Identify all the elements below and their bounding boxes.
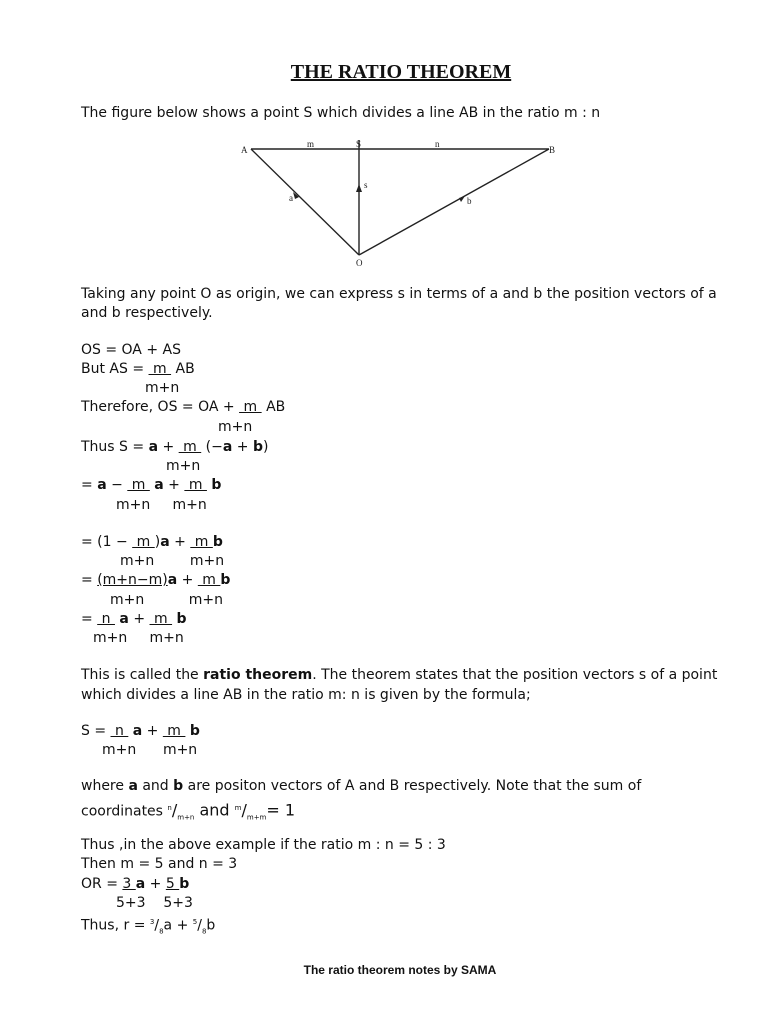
example-line1: Thus ,in the above example if the ratio m : n = 5 : 3 bbox=[81, 837, 446, 853]
fig-label-n: n bbox=[435, 139, 440, 149]
eq-denominator: m+n bbox=[218, 419, 253, 435]
para1-line1: Taking any point O as origin, we can express s in terms of a and b the position vectors of a bbox=[81, 286, 717, 302]
intro-text: The figure below shows a point S which divides a line AB in the ratio m : n bbox=[81, 105, 601, 121]
footer-text: The ratio theorem notes by SAMA bbox=[303, 963, 497, 977]
eq-os: OS = OA + AS bbox=[81, 342, 181, 358]
eq-step-4: = a − m a + m b bbox=[81, 477, 222, 493]
eq-denominator: m+n m+n bbox=[93, 630, 184, 646]
eq-step-7: = n a + m b bbox=[81, 611, 187, 627]
eq-denominator: m+n m+n bbox=[120, 553, 225, 569]
fig-label-S: S bbox=[356, 139, 362, 149]
page-title: THE RATIO THEOREM bbox=[290, 61, 512, 83]
eq-denominator: m+n m+n bbox=[110, 592, 223, 608]
para2-line1: This is called the ratio theorem. The theorem states that the position vectors s of a point bbox=[81, 667, 718, 683]
eq-denominator: m+n bbox=[166, 458, 201, 474]
eq-denominator: m+n m+n bbox=[116, 497, 207, 513]
eq-thus-s: Thus S = a + m (−a + b) bbox=[81, 439, 269, 455]
fig-label-m: m bbox=[307, 139, 315, 149]
example-denominator: 5+3 5+3 bbox=[116, 895, 193, 911]
example-or: OR = 3 a + 5 b bbox=[81, 876, 190, 892]
example-line2: Then m = 5 and n = 3 bbox=[81, 856, 238, 872]
fig-label-B: B bbox=[549, 145, 556, 155]
fig-label-s: s bbox=[364, 180, 368, 190]
para3-line2: coordinates $^n/_{m+n}$ and $^m/_{m+m}= 1$ bbox=[81, 800, 296, 822]
fig-label-O: O bbox=[356, 258, 363, 268]
eq-step-6: = (m+n−m)a + m b bbox=[81, 572, 231, 588]
fig-label-a: a bbox=[289, 193, 293, 203]
ratio-figure bbox=[235, 136, 575, 271]
eq-but-as: But AS = m AB bbox=[81, 361, 195, 377]
para2-line2: which divides a line AB in the ratio m: n is given by the formula; bbox=[81, 687, 531, 703]
formula-denominator: m+n m+n bbox=[102, 742, 198, 758]
para1-line2: and b respectively. bbox=[81, 305, 213, 321]
eq-step-5: = (1 − m )a + m b bbox=[81, 534, 223, 550]
fig-label-A: A bbox=[241, 145, 248, 155]
formula-line: S = n a + m b bbox=[81, 723, 200, 739]
fig-label-b: b bbox=[467, 196, 472, 206]
example-thus: Thus, $r = ^3/_8a + ^5/_8b$ bbox=[81, 917, 216, 936]
eq-therefore: Therefore, OS = OA + m AB bbox=[81, 399, 286, 415]
para3-line1: where a and b are positon vectors of A and B respectively. Note that the sum of bbox=[81, 778, 642, 794]
eq-denominator: m+n bbox=[145, 380, 180, 396]
